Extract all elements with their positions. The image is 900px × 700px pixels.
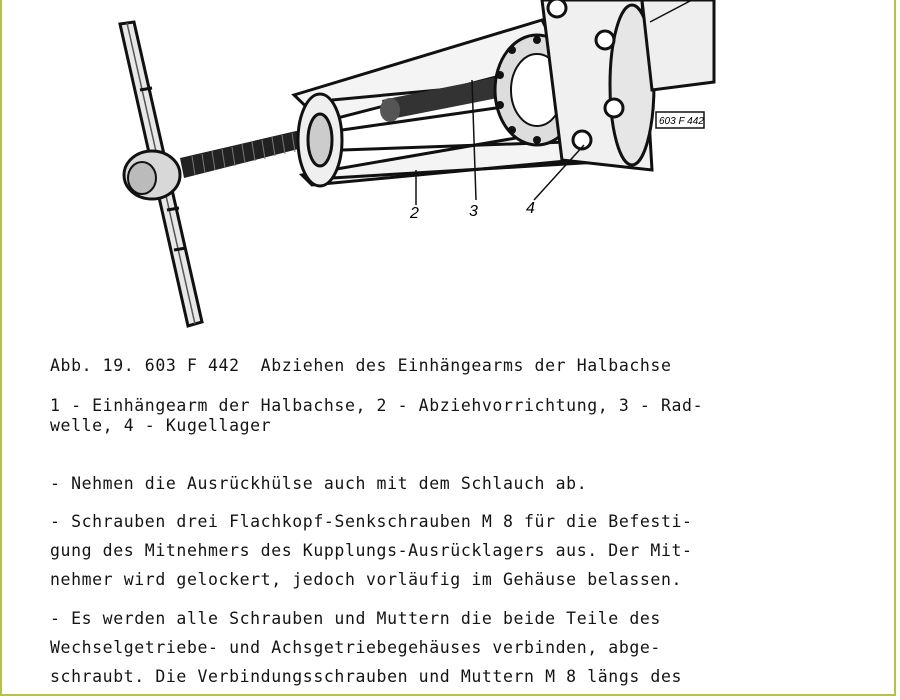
body-line-1: - Nehmen die Ausrückhülse auch mit dem Schlauch ab.: [50, 474, 588, 493]
figure-caption-title: Abb. 19. 603 F 442 Abziehen des Einhängearms der Halbachse: [50, 356, 672, 375]
body-line-5: - Es werden alle Schrauben und Muttern die beide Teile des: [50, 609, 661, 628]
body-line-7: schraubt. Die Verbindungsschrauben und Muttern M 8 längs des: [50, 667, 683, 686]
handle-hub: [124, 151, 180, 199]
figure-legend-line-2: welle, 4 - Kugellager: [50, 416, 272, 435]
puller-drawing: [2, 0, 896, 340]
body-line-6: Wechselgetriebe- und Achsgetriebegehäuses verbinden, abge-: [50, 638, 661, 657]
callout-4: 4: [526, 200, 535, 217]
body-line-3: gung des Mitnehmers des Kupplungs-Ausrücklagers aus. Der Mit-: [50, 541, 693, 560]
body-line-2: - Schrauben drei Flachkopf-Senkschrauben M 8 für die Befesti-: [50, 512, 693, 531]
figure-legend-line-1: 1 - Einhängearm der Halbachse, 2 - Abziehvorrichtung, 3 - Rad-: [50, 396, 704, 415]
body-line-4: nehmer wird gelockert, jedoch vorläufig im Gehäuse belassen.: [50, 570, 683, 589]
callout-3: 3: [469, 203, 478, 220]
housing-flange: [542, 0, 714, 170]
figure-stamp: 603 F 442: [659, 116, 704, 127]
callout-2: 2: [410, 205, 419, 222]
puller-illustration: [2, 0, 896, 340]
